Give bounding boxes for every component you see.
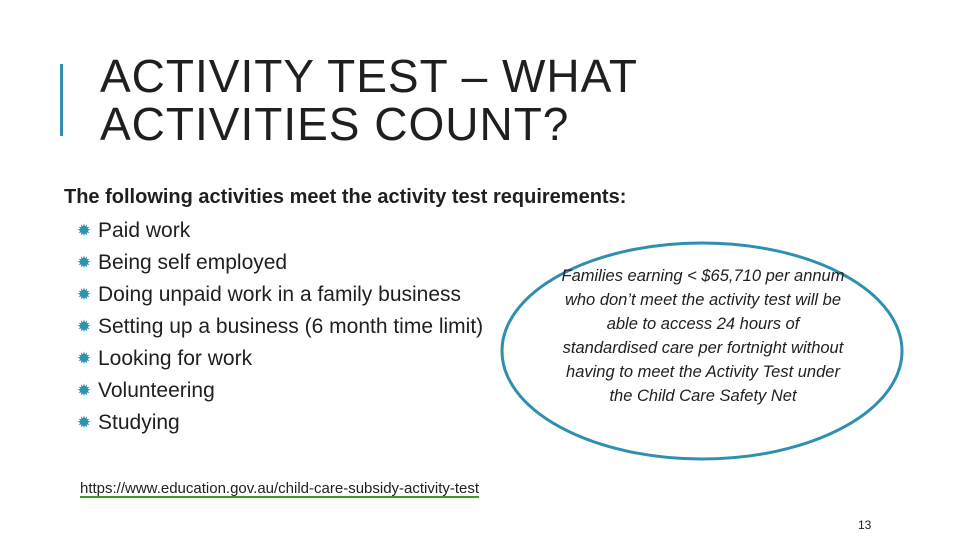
- list-item: [74, 407, 483, 439]
- list-item-label: Doing unpaid work in a family business: [98, 283, 462, 306]
- safety-net-callout: [498, 238, 906, 464]
- source-link[interactable]: https://www.education.gov.au/child-care-subsidy-activity-test: [80, 480, 480, 497]
- star-burst-icon: ✹: [76, 253, 92, 272]
- list-item: [74, 343, 483, 375]
- list-item: [74, 375, 483, 407]
- star-burst-icon: ✹: [76, 349, 92, 368]
- intro-text: The following activities meet the activity test requirements:: [64, 186, 627, 208]
- list-item: [74, 279, 483, 311]
- callout-text: Families earning < $65,710 per annum who don’t meet the activity test will be able to access 24 hours of standardised care per fortnight without having to meet the Activity Test under the Child Care Safety Net: [561, 267, 845, 405]
- list-item-label: Paid work: [98, 219, 191, 242]
- list-item-label: Being self employed: [98, 251, 288, 274]
- star-burst-icon: ✹: [76, 381, 92, 400]
- slide-title-line-2: ACTIVITIES COUNT?: [100, 98, 570, 150]
- star-burst-icon: ✹: [76, 285, 92, 304]
- list-item-label: Studying: [98, 411, 180, 434]
- star-burst-icon: ✹: [76, 221, 92, 240]
- star-burst-icon: ✹: [76, 413, 92, 432]
- page-number: 13: [858, 518, 872, 532]
- list-item: [74, 247, 483, 279]
- list-item: [74, 215, 483, 247]
- list-item-label: Volunteering: [98, 379, 215, 402]
- list-item: [74, 311, 483, 343]
- list-item-label: Looking for work: [98, 347, 253, 370]
- slide-title: [100, 52, 638, 148]
- slide-title-line-1: ACTIVITY TEST – WHAT: [100, 50, 639, 102]
- star-burst-icon: ✹: [76, 317, 92, 336]
- list-item-label: Setting up a business (6 month time limit): [98, 315, 484, 338]
- title-accent-bar: [60, 64, 63, 136]
- activity-list: [74, 215, 483, 439]
